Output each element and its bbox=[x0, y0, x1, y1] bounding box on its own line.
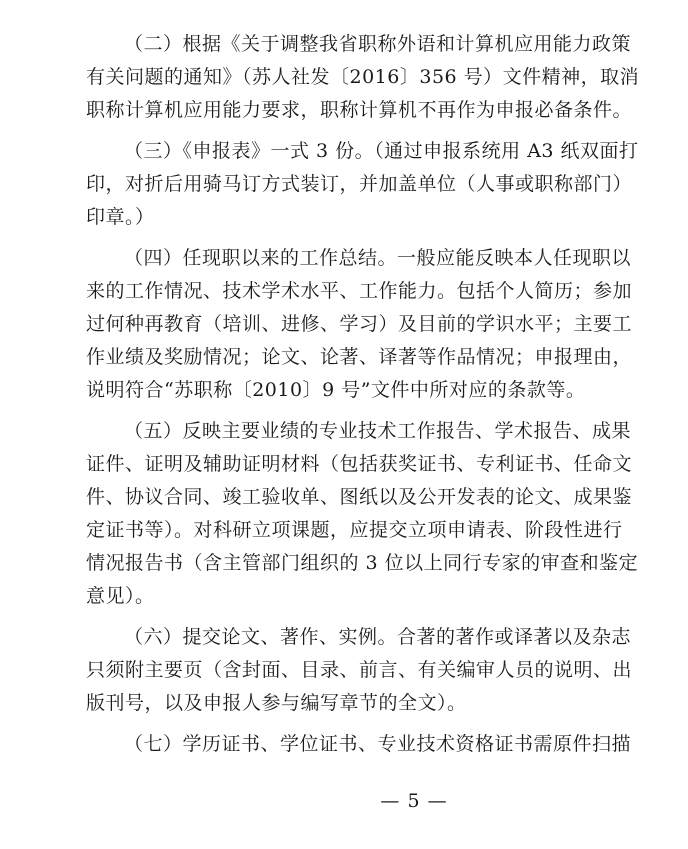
paragraph-line: （五）反映主要业绩的专业技术工作报告、学术报告、成果 bbox=[124, 420, 632, 442]
paragraph-line: 只须附主要页（含封面、目录、前言、有关编审人员的说明、出 bbox=[86, 659, 633, 681]
paragraph-4 bbox=[86, 242, 633, 407]
paragraph-line: （七）学历证书、学位证书、专业技术资格证书需原件扫描 bbox=[124, 733, 632, 755]
paragraph-6 bbox=[86, 621, 633, 720]
paragraph-line: 职称计算机应用能力要求，职称计算机不再作为申报必备条件。 bbox=[86, 99, 633, 121]
paragraph-line: （三）《申报表》一式 3 份。（通过申报系统用 A3 纸双面打 bbox=[124, 140, 639, 162]
paragraph-3 bbox=[86, 135, 639, 234]
paragraph-line: 印，对折后用骑马订方式装订，并加盖单位（人事或职称部门） bbox=[86, 173, 633, 195]
paragraph-7 bbox=[86, 728, 632, 761]
paragraph-line: 有关问题的通知》（苏人社发〔2016〕356 号）文件精神，取消 bbox=[86, 66, 640, 88]
paragraph-line: 过何种再教育（培训、进修、学习）及目前的学识水平；主要工 bbox=[86, 313, 633, 335]
paragraph-line: 版刊号，以及申报人参与编写章节的全文）。 bbox=[86, 692, 467, 714]
paragraph-line: 印章。） bbox=[86, 206, 155, 228]
paragraph-line: 作业绩及奖励情况；论文、论著、译著等作品情况；申报理由， bbox=[86, 346, 633, 368]
paragraph-5 bbox=[86, 415, 639, 613]
paragraph-line: 意见）。 bbox=[86, 585, 155, 607]
paragraph-line: 来的工作情况、技术学术水平、工作能力。包括个人简历；参加 bbox=[86, 280, 633, 302]
paragraph-line: （六）提交论文、著作、实例。合著的著作或译著以及杂志 bbox=[124, 626, 632, 648]
paragraph-line: （二）根据《关于调整我省职称外语和计算机应用能力政策 bbox=[124, 33, 632, 55]
document-body bbox=[86, 28, 640, 761]
paragraph-line: 证件、证明及辅助证明材料（包括获奖证书、专利证书、任命文 bbox=[86, 453, 633, 475]
page-number: — 5 — bbox=[380, 790, 448, 812]
paragraph-line: 件、协议合同、竣工验收单、图纸以及公开发表的论文、成果鉴 bbox=[86, 486, 633, 508]
paragraph-2 bbox=[86, 28, 640, 127]
paragraph-line: 定证书等）。对科研立项课题，应提交立项申请表、阶段性进行 bbox=[86, 519, 623, 541]
paragraph-line: 说明符合“苏职称〔2010〕9 号”文件中所对应的条款等。 bbox=[86, 379, 586, 401]
paragraph-line: （四）任现职以来的工作总结。一般应能反映本人任现职以 bbox=[124, 247, 632, 269]
paragraph-line: 情况报告书（含主管部门组织的 3 位以上同行专家的审查和鉴定 bbox=[86, 552, 639, 574]
